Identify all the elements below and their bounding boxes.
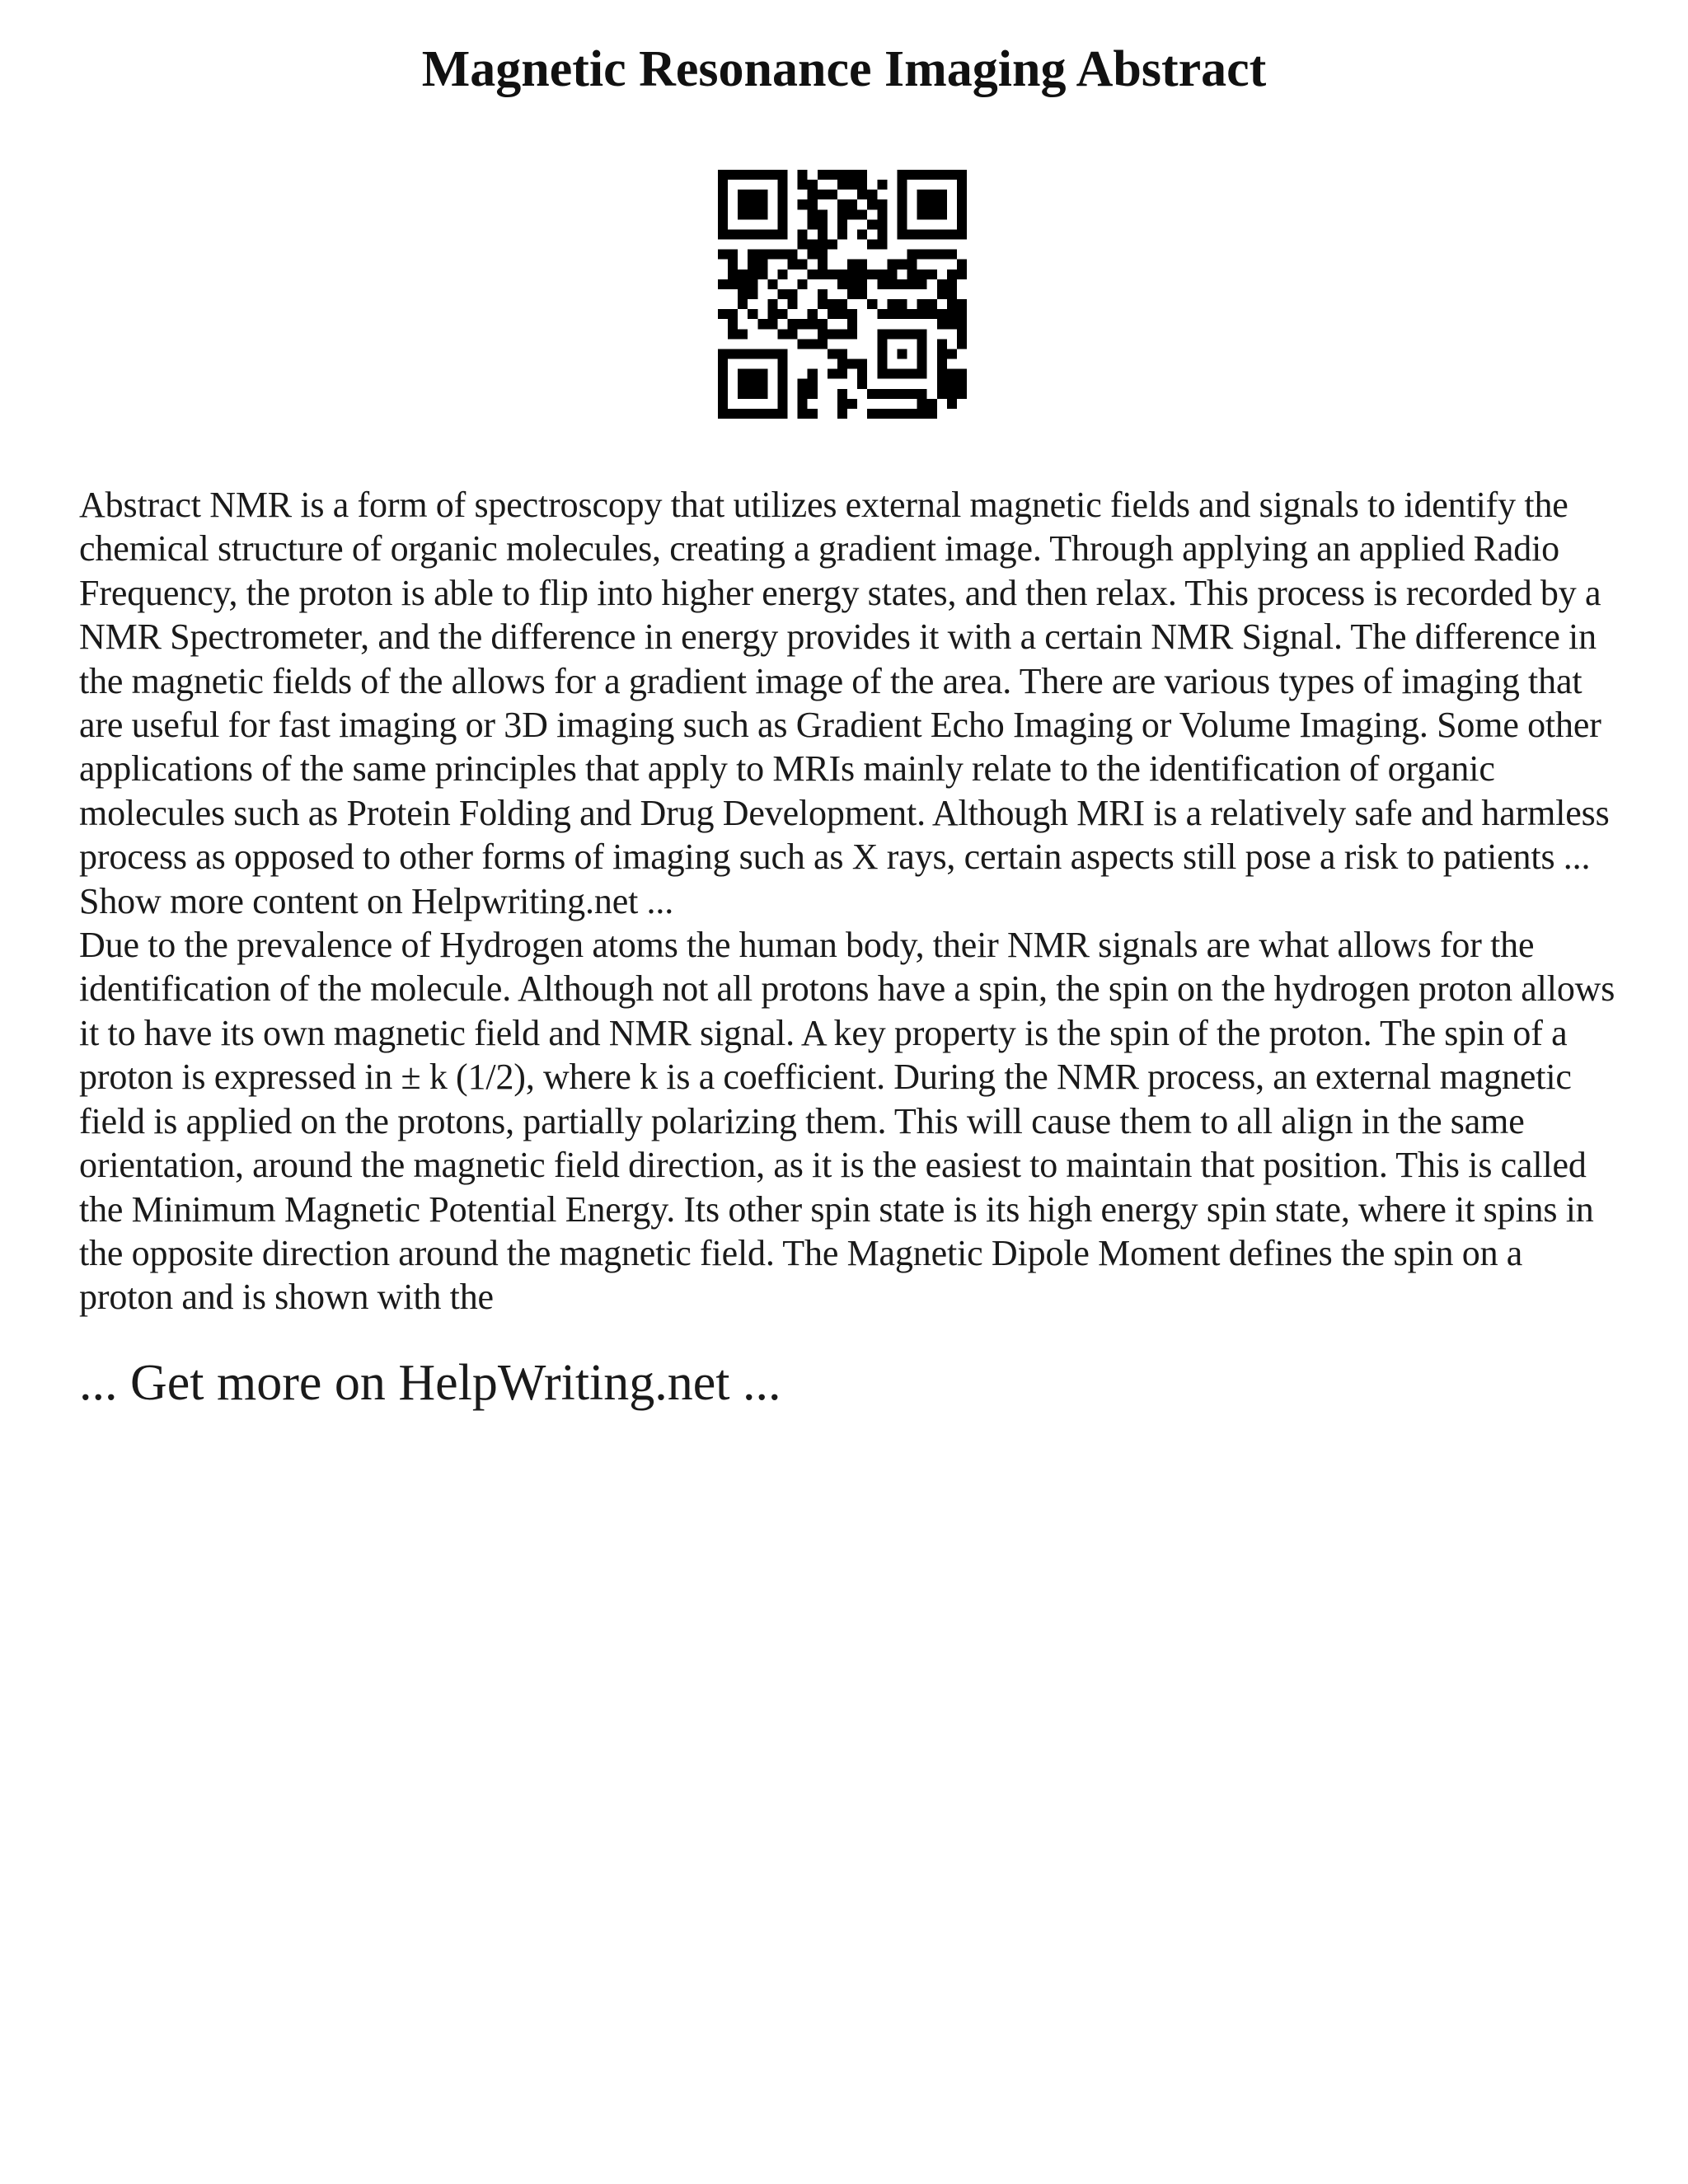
paragraph-spin: Due to the prevalence of Hydrogen atoms the human body, their NMR signals are what allows for the identification of the molecule. Although not all protons have a spin, the spin on the hydrogen proton allows it to have its own magnetic field and NMR signal. A key property is the spin of the proton. The spin of a proton is expressed in ± k (1/2), where k is a coefficient. During the NMR process, an external magnetic field is applied on the protons, partially polarizing them. This will cause them to all align in the same orientation, around the magnetic field direction, as it is the easiest to maintain that position. This is called the Minimum Magnetic Potential Energy. Its other spin state is its high energy spin state, where it spins in the opposite direction around the magnetic field. The Magnetic Dipole Moment defines the spin on a proton and is shown with the xyxy=(79,925,1615,1318)
paragraph-abstract: Abstract NMR is a form of spectroscopy that utilizes external magnetic fields and signals to identify the chemical structure of organic molecules, creating a gradient image. Through applying an applied Radio Frequency, the proton is able to flip into higher energy states, and then relax. This process is recorded by a NMR Spectrometer, and the difference in energy provides it with a certain NMR Signal. The difference in the magnetic fields of the allows for a gradient image of the area. There are various types of imaging that are useful for fast imaging or 3D imaging such as Gradient Echo Imaging or Volume Imaging. Some other applications of the same principles that apply to MRIs mainly relate to the identification of organic molecules such as Protein Folding and Drug Development. Although MRI is a relatively safe and harmless process as opposed to other forms of imaging such as X rays, certain aspects still pose a risk to patients ... Show more content on Helpwriting.net ... xyxy=(79,485,1610,921)
abstract-body xyxy=(79,483,1620,1319)
qr-code-icon xyxy=(718,170,967,419)
page-title: Magnetic Resonance Imaging Abstract xyxy=(421,41,1267,97)
qr-code-graphic xyxy=(718,170,967,419)
get-more-link[interactable]: ... Get more on HelpWriting.net ... xyxy=(79,1355,781,1411)
